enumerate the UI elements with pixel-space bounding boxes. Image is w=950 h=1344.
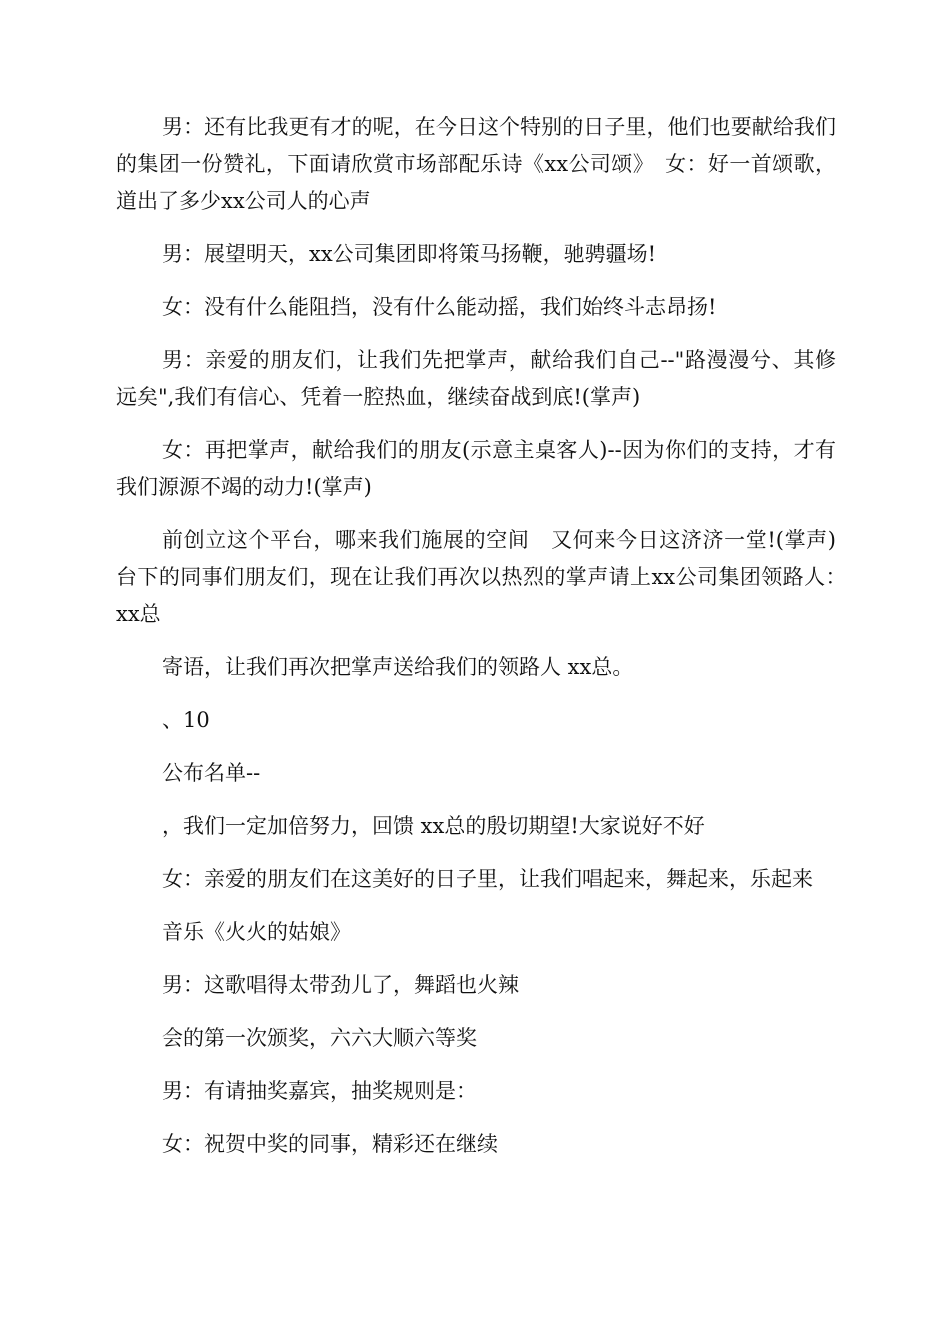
- paragraph: 男：有请抽奖嘉宾，抽奖规则是：: [162, 1079, 477, 1103]
- paragraph: 男：这歌唱得太带劲儿了，舞蹈也火辣: [162, 973, 519, 997]
- paragraph: 音乐《火火的姑娘》: [162, 920, 351, 944]
- paragraph: 、10: [162, 708, 210, 732]
- paragraph: 女：祝贺中奖的同事，精彩还在继续: [162, 1132, 498, 1156]
- paragraph: 女：再把掌声，献给我们的朋友(示意主桌客人)--因为你们的支持，才有我们源源不竭的动力!(掌声): [116, 438, 836, 499]
- paragraph: 前创立这个平台，哪来我们施展的空间 又何来今日这济济一堂!(掌声)台下的同事们朋友们，现在让我们再次以热烈的掌声请上xx公司集团领路人： xx总: [116, 528, 857, 626]
- paragraph: 男：亲爱的朋友们，让我们先把掌声，献给我们自己--"路漫漫兮、其修远矣",我们有信心、凭着一腔热血，继续奋战到底!(掌声): [116, 348, 836, 409]
- paragraph: 男：还有比我更有才的呢，在今日这个特别的日子里，他们也要献给我们的集团一份赞礼，下面请欣赏市场部配乐诗《xx公司颂》 女：好一首颂歌，道出了多少xx公司人的心声: [116, 115, 836, 213]
- paragraph: 公布名单--: [162, 761, 261, 785]
- paragraph: 寄语，让我们再次把掌声送给我们的领路人 xx总。: [162, 655, 634, 679]
- paragraph: 会的第一次颁奖，六六大顺六等奖: [162, 1026, 477, 1050]
- paragraph: 女：亲爱的朋友们在这美好的日子里，让我们唱起来，舞起来，乐起来: [162, 867, 813, 891]
- paragraph: ，我们一定加倍努力，回馈 xx总的殷切期望!大家说好不好: [162, 814, 705, 838]
- document-body: [116, 109, 857, 1179]
- paragraph: 女：没有什么能阻挡，没有什么能动摇，我们始终斗志昂扬!: [162, 295, 717, 319]
- paragraph: 男：展望明天，xx公司集团即将策马扬鞭，驰骋疆场!: [162, 242, 657, 266]
